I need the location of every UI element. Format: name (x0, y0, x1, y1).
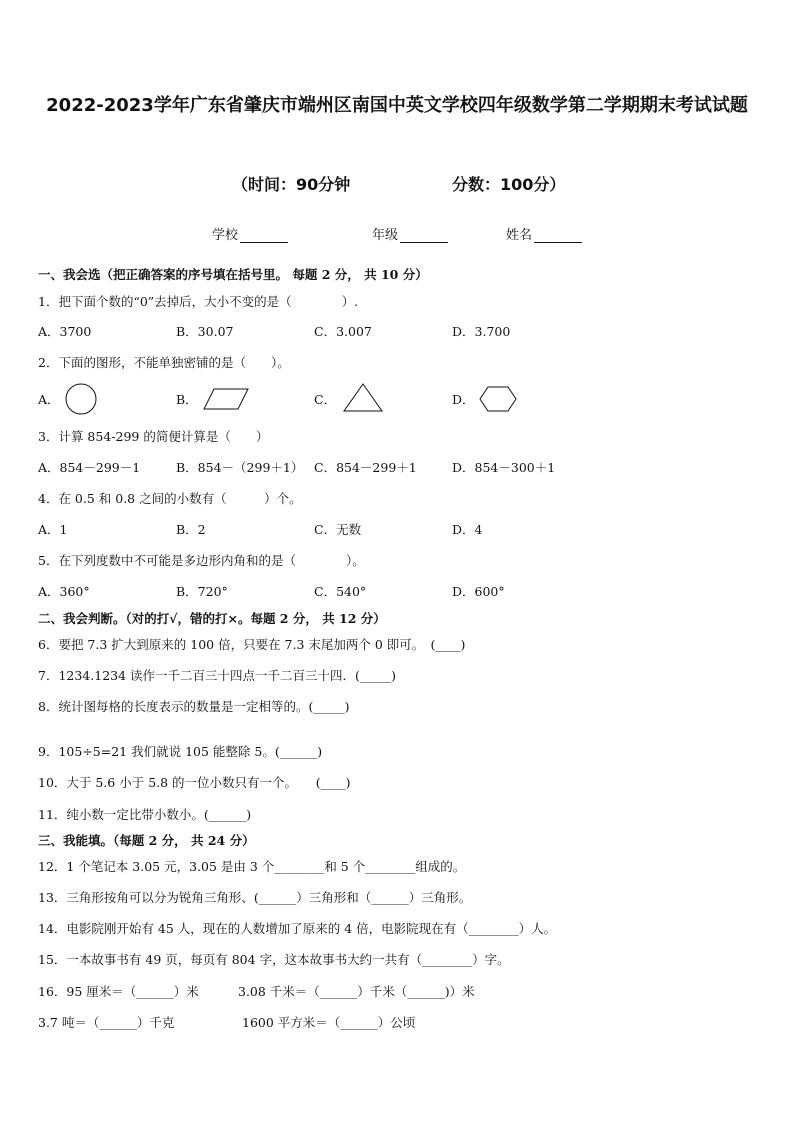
question-2: 2．下面的图形，不能单独密铺的是（ ）。 (38, 355, 290, 370)
q5-option-a: A．360° (38, 584, 90, 599)
name-label: 姓名 (506, 228, 533, 243)
q3-option-b: B．854－（299＋1） (176, 460, 304, 475)
school-label: 学校 (212, 228, 239, 243)
q5-option-c: C．540° (314, 584, 367, 599)
q1-option-b: B．30.07 (176, 324, 234, 339)
section3-heading: 三、我能填。（每题 2 分， 共 24 分） (38, 833, 255, 848)
question-16-part-d: 1600 平方米＝（______）公顷 (242, 1015, 416, 1030)
q4-option-d: D．4 (452, 522, 483, 537)
q4-option-b: B．2 (176, 522, 206, 537)
grade-field (372, 224, 448, 243)
question-4: 4．在 0.5 和 0.8 之间的小数有（ ）个。 (38, 491, 302, 506)
q5-option-b: B．720° (176, 584, 228, 599)
question-10: 10．大于 5.6 小于 5.8 的一位小数只有一个。 (____) (38, 775, 351, 790)
q1-option-c: C．3.007 (314, 324, 372, 339)
grade-blank[interactable] (400, 228, 448, 243)
section1-heading: 一、我会选（把正确答案的序号填在括号里。 每题 2 分， 共 10 分） (38, 267, 428, 282)
name-blank[interactable] (534, 228, 582, 243)
q5-option-d: D．600° (452, 584, 505, 599)
circle-icon (64, 382, 98, 416)
question-8: 8．统计图每格的长度表示的数量是一定相等的。(_____) (38, 699, 350, 714)
school-field (212, 224, 288, 243)
q3-option-d: D．854－300＋1 (452, 460, 556, 475)
question-16-part-a: 16．95 厘米＝（______）米 (38, 984, 199, 999)
school-blank[interactable] (240, 228, 288, 243)
question-5: 5．在下列度数中不可能是多边形内角和的是（ ）。 (38, 553, 365, 568)
question-11: 11．纯小数一定比带小数小。(______) (38, 807, 252, 822)
q1-option-a: A．3700 (38, 324, 92, 339)
question-14: 14．电影院刚开始有 45 人，现在的人数增加了原来的 4 倍，电影院现在有（________）人。 (38, 921, 557, 936)
question-3: 3．计算 854-299 的简便计算是（ ） (38, 429, 269, 444)
question-1: 1．把下面个数的“0”去掉后，大小不变的是（ ）. (38, 294, 359, 309)
q2-option-c: C． (314, 392, 337, 407)
q2-option-a: A． (38, 392, 60, 407)
hexagon-icon (478, 385, 518, 413)
grade-label: 年级 (372, 228, 399, 243)
q2-option-d: D． (452, 392, 475, 407)
question-6: 6．要把 7.3 扩大到原来的 100 倍，只要在 7.3 末尾加两个 0 即可。 (____) (38, 637, 466, 652)
q4-option-a: A．1 (38, 522, 68, 537)
section2-heading: 二、我会判断。（对的打√，错的打×。每题 2 分， 共 12 分） (38, 611, 386, 626)
exam-title: 2022-2023学年广东省肇庆市端州区南国中英文学校四年级数学第二学期期末考试试题 (46, 95, 748, 116)
question-12: 12．1 个笔记本 3.05 元，3.05 是由 3 个________和 5 个________组成的。 (38, 859, 466, 874)
q3-option-c: C．854－299＋1 (314, 460, 417, 475)
question-16-part-b: 3.08 千米＝（______）千米（______)）米 (238, 984, 475, 999)
question-16-part-c: 3.7 吨＝（______）千克 (38, 1015, 175, 1030)
question-7: 7．1234.1234 读作一千二百三十四点一千二百三十四．(_____) (38, 668, 397, 683)
q4-option-c: C．无数 (314, 522, 362, 537)
score-label: 分数：100分） (452, 175, 566, 194)
question-9: 9．105÷5=21 我们就说 105 能整除 5。(______) (38, 744, 323, 759)
q2-option-b: B． (176, 392, 198, 407)
name-field (506, 224, 582, 243)
question-13: 13．三角形按角可以分为锐角三角形、(______）三角形和（______）三角形。 (38, 890, 472, 905)
triangle-icon (342, 382, 384, 414)
q3-option-a: A．854－299－1 (38, 460, 141, 475)
parallelogram-icon (202, 387, 250, 411)
time-label: （时间：90分钟 (232, 175, 351, 194)
question-15: 15．一本故事书有 49 页，每页有 804 字，这本故事书大约一共有（________）字。 (38, 952, 510, 967)
q1-option-d: D．3.700 (452, 324, 511, 339)
